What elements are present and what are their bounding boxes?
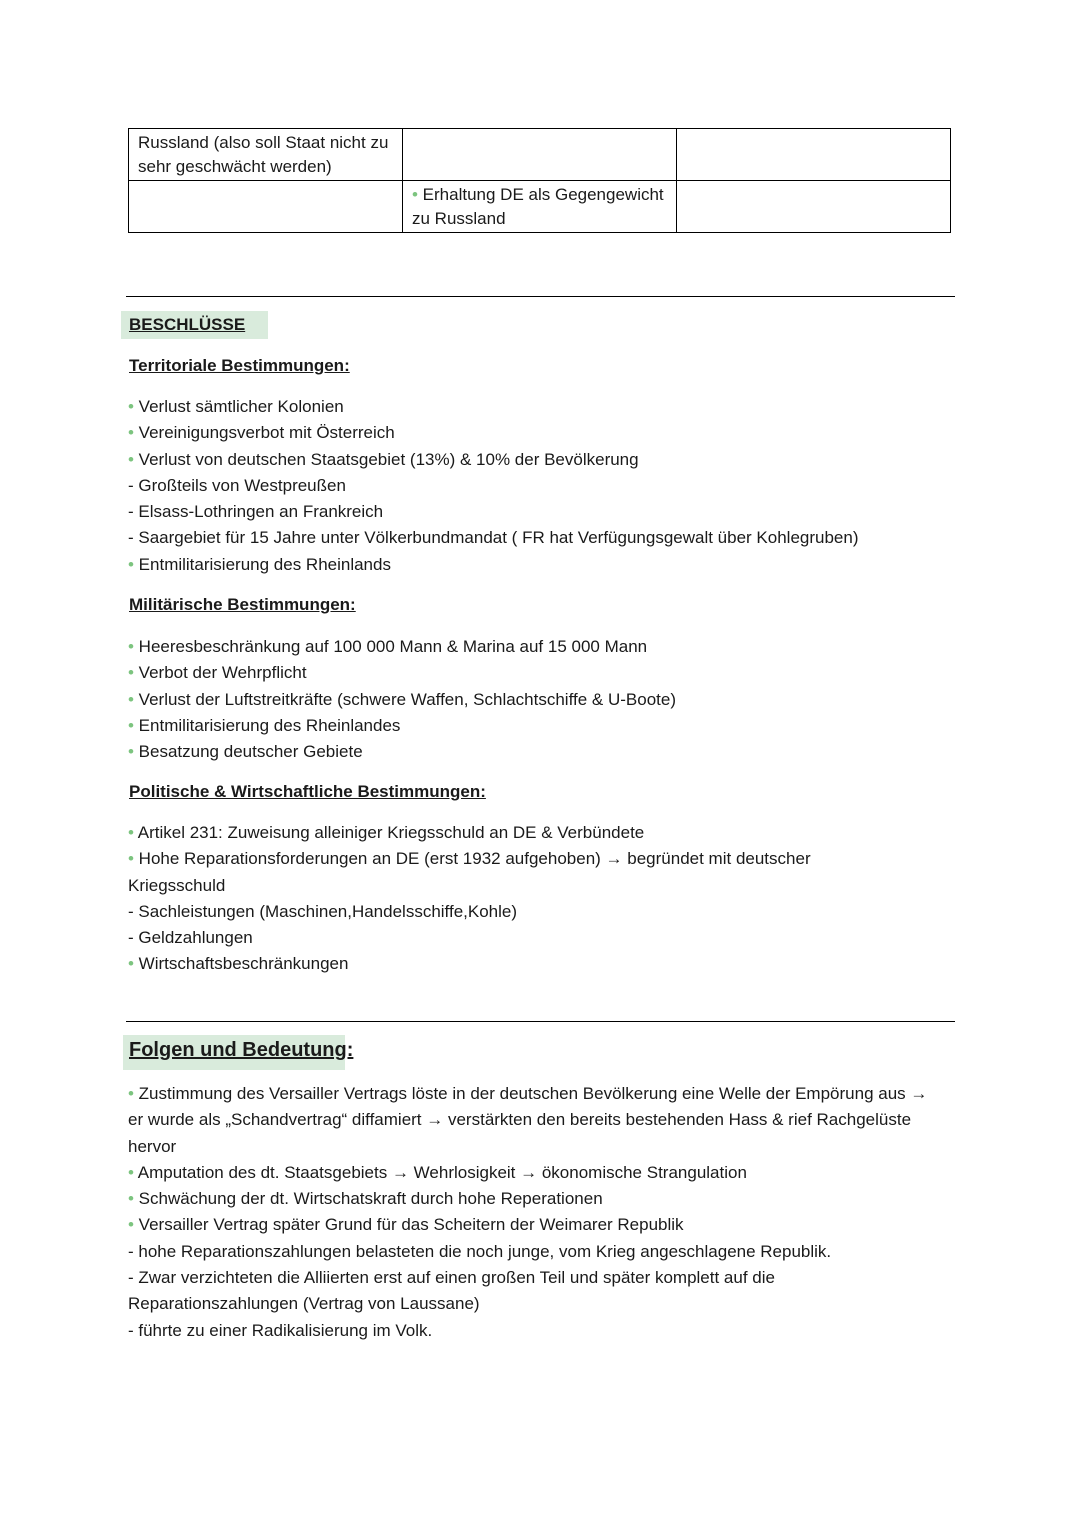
list-territorial <box>128 394 948 578</box>
list-item-text: - Zwar verzichteten die Alliierten erst auf einen großen Teil und später komplett auf die Reparationszahlungen (Vertrag von Laussane) <box>128 1268 775 1314</box>
list-item-text: Versailler Vertrag später Grund für das Scheitern der Weimarer Republik <box>133 1215 684 1235</box>
list-military <box>128 634 948 765</box>
list-item-text: - Saargebiet für 15 Jahre unter Völkerbundmandat ( FR hat Verfügungsgewalt über Kohlegruben) <box>128 528 859 548</box>
bullet-icon: • <box>128 742 134 762</box>
table-row <box>129 181 951 233</box>
list-item-text: Schwächung der dt. Wirtschatskraft durch hohe Reperationen <box>133 1189 603 1209</box>
list-item-text: Hohe Reparationsforderungen an DE (erst 1932 aufgehoben) → begründet mit deutscher Kriegsschuld <box>128 849 811 895</box>
list-item-text: Amputation des dt. Staatsgebiets → Wehrlosigkeit → ökonomische Strangulation <box>133 1162 747 1182</box>
table-cell: • Erhaltung DE als Gegengewicht zu Russland <box>403 181 677 233</box>
list-item <box>128 499 948 525</box>
list-item <box>128 1081 943 1160</box>
bullet-icon: • <box>128 1162 134 1182</box>
list-item <box>128 634 948 660</box>
list-item <box>128 394 948 420</box>
list-item <box>128 713 948 739</box>
list-item-text: - Großteils von Westpreußen <box>128 475 346 495</box>
list-item <box>128 899 888 925</box>
list-item-text: Verlust von deutschen Staatsgebiet (13%) & 10% der Bevölkerung <box>133 449 639 469</box>
list-item-text: Zustimmung des Versailler Vertrags löste in der deutschen Bevölkerung eine Welle der Empörung aus → er wurde als „Schandvertrag“ diffamiert → verstärkten den bereits bestehenden Hass & rief Rachgelüste hervor <box>128 1084 928 1156</box>
list-item-text: Wirtschaftsbeschränkungen <box>133 954 349 974</box>
list-item-text: Verlust sämtlicher Kolonien <box>133 397 344 416</box>
list-item <box>128 687 948 713</box>
list-item-text: Entmilitarisierung des Rheinlands <box>133 554 391 574</box>
bullet-icon: • <box>128 823 134 842</box>
list-item-text: - führte zu einer Radikalisierung im Volk. <box>128 1320 433 1340</box>
goals-table <box>128 128 951 233</box>
table-cell <box>129 181 403 233</box>
list-item <box>128 1186 943 1212</box>
list-item <box>128 820 888 846</box>
list-item <box>128 951 888 977</box>
list-item-text: Artikel 231: Zuweisung alleiniger Kriegsschuld an DE & Verbündete <box>133 823 645 842</box>
bullet-icon: • <box>128 1215 134 1235</box>
list-item <box>128 739 948 765</box>
list-folgen <box>128 1081 943 1344</box>
list-item-text: - hohe Reparationszahlungen belasteten die noch junge, vom Krieg angeschlagene Republik. <box>128 1241 832 1261</box>
list-item <box>128 1318 943 1344</box>
list-item <box>128 447 948 473</box>
list-item <box>128 1265 943 1318</box>
list-item <box>128 846 888 899</box>
section-heading-beschluesse: BESCHLÜSSE <box>129 315 246 334</box>
list-item <box>128 1212 943 1238</box>
bullet-icon: • <box>128 423 134 443</box>
list-item <box>128 1239 943 1265</box>
list-item-text: Vereinigungsverbot mit Österreich <box>133 423 395 443</box>
list-item <box>128 925 888 951</box>
list-item <box>128 525 948 551</box>
bullet-icon: • <box>128 663 134 683</box>
list-item-text: Verbot der Wehrpflicht <box>133 663 307 683</box>
list-item-text: Entmilitarisierung des Rheinlandes <box>133 715 401 735</box>
divider <box>126 1021 955 1022</box>
list-political <box>128 820 888 978</box>
list-item-text: - Elsass-Lothringen an Frankreich <box>128 502 384 522</box>
list-item-text: Besatzung deutscher Gebiete <box>133 742 363 762</box>
bullet-icon: • <box>128 449 134 469</box>
bullet-icon: • <box>128 689 134 709</box>
subheading-military: Militärische Bestimmungen: <box>129 595 356 614</box>
subheading-political: Politische & Wirtschaftliche Bestimmungen: <box>129 782 486 801</box>
list-item <box>128 420 948 446</box>
list-item-text: Heeresbeschränkung auf 100 000 Mann & Marina auf 15 000 Mann <box>133 637 648 656</box>
table-cell: Russland (also soll Staat nicht zu sehr geschwächt werden) <box>129 129 403 181</box>
list-item <box>128 1160 943 1186</box>
list-item-text: - Geldzahlungen <box>128 928 253 948</box>
bullet-icon: • <box>128 554 134 574</box>
bullet-icon: • <box>128 849 134 869</box>
bullet-icon: • <box>128 637 134 656</box>
table-cell <box>677 129 951 181</box>
table-cell <box>403 129 677 181</box>
bullet-icon: • <box>128 954 134 974</box>
list-item <box>128 660 948 686</box>
list-item-text: - Sachleistungen (Maschinen,Handelsschiffe,Kohle) <box>128 901 518 921</box>
list-item <box>128 473 948 499</box>
bullet-icon: • <box>128 1189 134 1209</box>
list-item <box>128 552 948 578</box>
subheading-territorial: Territoriale Bestimmungen: <box>129 356 350 375</box>
bullet-icon: • <box>412 185 418 204</box>
list-item-text: Verlust der Luftstreitkräfte (schwere Waffen, Schlachtschiffe & U-Boote) <box>133 689 676 709</box>
table-cell <box>677 181 951 233</box>
bullet-icon: • <box>128 715 134 735</box>
bullet-icon: • <box>128 397 134 416</box>
section-heading-folgen: Folgen und Bedeutung: <box>129 1039 354 1061</box>
divider <box>126 296 955 297</box>
bullet-icon: • <box>128 1084 134 1103</box>
table-row <box>129 129 951 181</box>
